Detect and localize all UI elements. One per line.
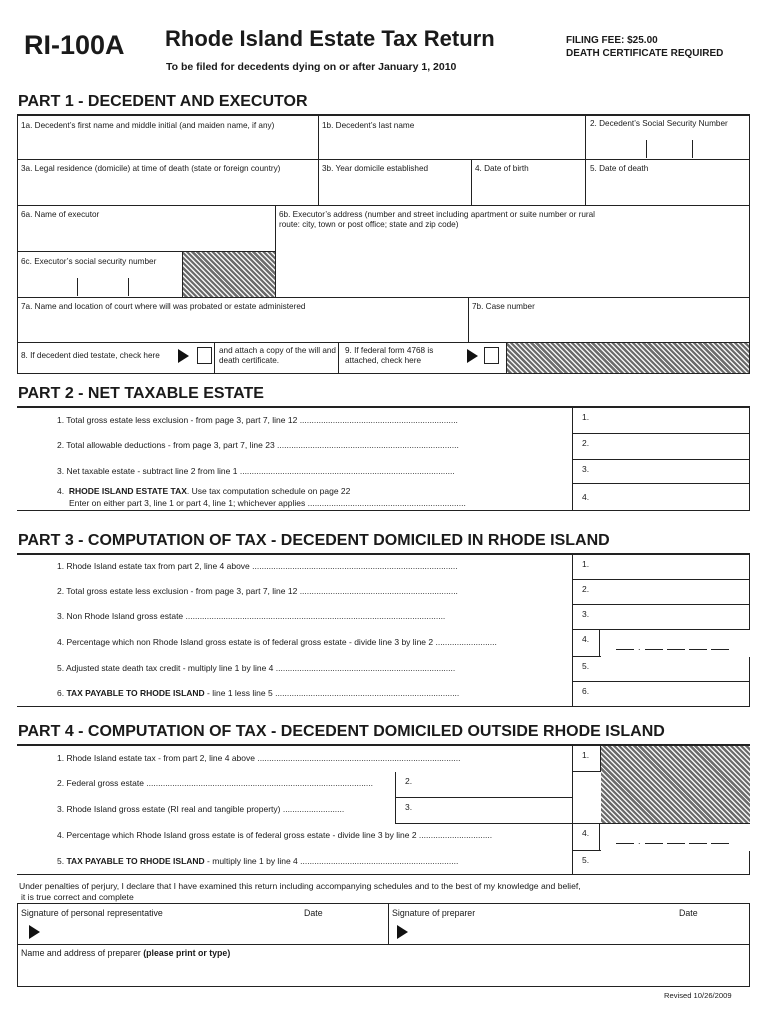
part4-line2: 2. Federal gross estate ................................................................................................ <box>57 778 374 788</box>
form-4768-label: 9. If federal form 4768 is attached, check here <box>345 346 434 365</box>
part4-line1-num: 1. <box>572 746 601 771</box>
date-of-death-label: 5. Date of death <box>590 164 649 173</box>
digit-blank <box>645 640 663 650</box>
executor-address-label: 6b. Executor’s address (number and street including apartment or suite number or rural route: city, town or post office; state and zip code) <box>279 210 595 229</box>
digit-blank <box>667 834 685 844</box>
digit-blank <box>645 834 663 844</box>
part2-line2-num: 2. <box>572 434 750 459</box>
part2-line3-amount[interactable] <box>598 461 748 482</box>
part1-rule <box>17 114 750 116</box>
date-of-death-field[interactable] <box>586 176 748 204</box>
digit-blank <box>711 834 729 844</box>
preparer-name-address-label <box>21 948 230 958</box>
date-of-birth-label: 4. Date of birth <box>475 164 529 173</box>
form-id: RI-100A <box>24 30 125 60</box>
part2-line4-rest: . Use tax computation schedule on page 22 <box>186 486 351 496</box>
row-rule <box>17 159 750 160</box>
court-label: 7a. Name and location of court where will was probated or estate administered <box>21 302 306 311</box>
part3-line4: 4. Percentage which non Rhode Island gross estate is of federal gross estate - divide line 3 by line 2 .......................... <box>57 637 497 647</box>
part1-right-border <box>749 115 750 374</box>
testate-checkbox[interactable] <box>197 347 212 364</box>
part2-line4-prefix: 4. <box>57 486 65 496</box>
part2-line2: 2. Total allowable deductions - from page 3, part 7, line 23 ............................................................................. <box>57 440 459 450</box>
part2-line1-num: 1. <box>572 408 750 433</box>
year-domicile-label: 3b. Year domicile established <box>322 164 429 173</box>
arrow-right-icon <box>467 349 478 363</box>
part3-line1-num: 1. <box>572 555 750 579</box>
rep-signature-field[interactable] <box>45 920 385 942</box>
preparer-date-label: Date <box>679 908 698 918</box>
part4-line5-bold: TAX PAYABLE TO RHODE ISLAND <box>66 856 205 866</box>
part4-line1: 1. Rhode Island estate tax - from part 2, line 4 above ...................................................................................... <box>57 753 461 763</box>
preparer-signature-label: Signature of preparer <box>392 908 476 918</box>
part3-line4-num: 4. <box>572 630 600 656</box>
part1-title: PART 1 - DECEDENT AND EXECUTOR <box>18 93 308 110</box>
shaded-area <box>183 252 275 297</box>
digit-blank <box>616 640 634 650</box>
part4-line3-num: 3. <box>395 798 573 823</box>
part3-line2-num: 2. <box>572 580 750 604</box>
part4-title: PART 4 - COMPUTATION OF TAX - DECEDENT DOMICILED OUTSIDE RHODE ISLAND <box>18 723 665 740</box>
row-rule <box>17 706 750 707</box>
digit-blank <box>689 640 707 650</box>
decedent-last-name-field[interactable] <box>319 132 584 158</box>
part4-line5-rest: - multiply line 1 by line 4 ................................................................... <box>204 856 459 866</box>
arrow-right-icon <box>178 349 189 363</box>
part3-line5: 5. Adjusted state death tax credit - multiply line 1 by line 4 ............................................................................ <box>57 663 456 673</box>
arrow-right-icon <box>397 925 408 939</box>
part4-line5 <box>57 856 570 866</box>
decedent-ssn-label: 2. Decedent’s Social Security Number <box>590 119 728 128</box>
part2-line4 <box>57 486 570 496</box>
ssn-separator <box>646 140 647 158</box>
attach-will-label: and attach a copy of the will and death certificate. <box>219 346 336 365</box>
part3-line6-rest: - line 1 less line 5 .............................................................................. <box>204 688 460 698</box>
part3-line6-num: 6. <box>572 682 750 706</box>
ssn-separator <box>128 278 129 296</box>
part4-line2-num: 2. <box>395 772 573 797</box>
preparer-name-address-prefix: Name and address of preparer <box>21 948 144 958</box>
ssn-separator <box>692 140 693 158</box>
rep-signature-label: Signature of personal representative <box>21 908 163 918</box>
executor-ssn-field[interactable] <box>18 270 182 296</box>
shaded-area <box>601 746 750 823</box>
part2-line4-amount[interactable] <box>598 485 748 509</box>
filing-fee: FILING FEE: $25.00 <box>566 35 658 46</box>
part3-percentage-field[interactable] <box>616 640 733 652</box>
part3-line6-amount[interactable] <box>598 683 748 705</box>
executor-name-label: 6a. Name of executor <box>21 210 100 219</box>
perjury-declaration-cont: it is true correct and complete <box>21 892 134 902</box>
part4-line5-prefix: 5. <box>57 856 67 866</box>
date-of-birth-field[interactable] <box>472 176 584 204</box>
part4-line4: 4. Percentage which Rhode Island gross estate is of federal gross estate - divide line 3 by line 2 ............................... <box>57 830 493 840</box>
part3-line6-bold: TAX PAYABLE TO RHODE ISLAND <box>66 688 205 698</box>
perjury-declaration: Under penalties of perjury, I declare that I have examined this return including accompanying schedules and to the best of my knowledge and belief, <box>19 881 581 891</box>
legal-residence-label: 3a. Legal residence (domicile) at time of death (state or foreign country) <box>21 164 281 173</box>
part4-line4-num: 4. <box>572 824 600 850</box>
case-number-label: 7b. Case number <box>472 302 535 311</box>
row-rule <box>17 510 750 511</box>
arrow-right-icon <box>29 925 40 939</box>
decedent-last-name-label: 1b. Decedent’s last name <box>322 121 415 130</box>
decedent-first-name-field[interactable] <box>18 132 317 158</box>
part3-line1-amount[interactable] <box>598 556 748 578</box>
part3-line1: 1. Rhode Island estate tax from part 2, line 4 above ....................................................................................... <box>57 561 458 571</box>
part4-line3-amount[interactable] <box>420 799 570 822</box>
part2-line2-amount[interactable] <box>598 435 748 458</box>
year-domicile-field[interactable] <box>319 176 470 204</box>
decedent-ssn-field[interactable] <box>586 132 748 158</box>
part2-line4-second: Enter on either part 3, line 1 or part 4, line 1; whichever applies ................................................................... <box>69 498 466 508</box>
digit-blank <box>616 834 634 844</box>
case-number-field[interactable] <box>469 314 748 341</box>
part4-line1-amount[interactable] <box>574 747 598 770</box>
part4-line3: 3. Rhode Island gross estate (RI real and tangible property) .......................... <box>57 804 345 814</box>
row-rule <box>572 771 601 772</box>
part3-title: PART 3 - COMPUTATION OF TAX - DECEDENT DOMICILED IN RHODE ISLAND <box>18 532 610 549</box>
form-subtitle: To be filed for decedents dying on or after January 1, 2010 <box>166 61 457 73</box>
testate-label: 8. If decedent died testate, check here <box>21 351 160 360</box>
divider <box>388 903 389 944</box>
legal-residence-field[interactable] <box>18 176 317 204</box>
part2-line1: 1. Total gross estate less exclusion - from page 3, part 7, line 12 ................................................................... <box>57 415 458 425</box>
part4-percentage-field[interactable] <box>616 834 733 846</box>
death-certificate-note: DEATH CERTIFICATE REQUIRED <box>566 48 724 59</box>
part3-line2-amount[interactable] <box>598 581 748 603</box>
part3-line5-num: 5. <box>572 657 750 681</box>
form-4768-checkbox[interactable] <box>484 347 499 364</box>
rep-date-label: Date <box>304 908 323 918</box>
decedent-first-name-label: 1a. Decedent’s first name and middle initial (and maiden name, if any) <box>21 121 275 130</box>
digit-blank <box>667 640 685 650</box>
part4-line5-num: 5. <box>572 851 750 874</box>
row-rule <box>17 874 750 875</box>
part3-line2: 2. Total gross estate less exclusion - from page 3, part 7, line 12 ................................................................... <box>57 586 458 596</box>
court-field[interactable] <box>18 314 467 341</box>
row-rule <box>17 205 750 206</box>
part2-title: PART 2 - NET TAXABLE ESTATE <box>18 385 264 402</box>
executor-name-field[interactable] <box>18 222 274 250</box>
part4-line5-amount[interactable] <box>598 852 748 873</box>
part2-line4-bold: RHODE ISLAND ESTATE TAX <box>68 486 187 496</box>
preparer-name-address-bold: (please print or type) <box>143 948 231 958</box>
ssn-separator <box>77 278 78 296</box>
part3-line3-amount[interactable] <box>598 606 748 628</box>
preparer-name-address-field[interactable] <box>19 960 748 985</box>
preparer-signature-field[interactable] <box>413 920 747 942</box>
part4-line2-amount[interactable] <box>420 773 570 796</box>
part3-line3-num: 3. <box>572 605 750 629</box>
divider <box>182 252 183 297</box>
digit-blank <box>689 834 707 844</box>
decimal-point: . <box>638 642 641 652</box>
divider <box>214 342 215 374</box>
row-rule <box>17 297 750 298</box>
revision-date: Revised 10/26/2009 <box>664 991 732 1000</box>
part3-line3: 3. Non Rhode Island gross estate .............................................................................................................. <box>57 611 446 621</box>
digit-blank <box>711 640 729 650</box>
part2-line1-amount[interactable] <box>598 409 748 432</box>
executor-ssn-label: 6c. Executor’s social security number <box>21 257 157 266</box>
part2-line4-num: 4. <box>572 484 750 510</box>
form-title: Rhode Island Estate Tax Return <box>165 26 495 51</box>
divider <box>506 342 507 374</box>
part3-line6 <box>57 688 570 698</box>
part2-line3: 3. Net taxable estate - subtract line 2 from line 1 ........................................................................................... <box>57 466 455 476</box>
decimal-point: . <box>638 836 641 846</box>
part3-line5-amount[interactable] <box>598 658 748 680</box>
part2-line3-num: 3. <box>572 460 750 483</box>
shaded-area <box>507 343 749 373</box>
part3-line6-prefix: 6. <box>57 688 67 698</box>
executor-address-field[interactable] <box>276 232 748 296</box>
row-rule <box>17 944 750 945</box>
divider <box>338 342 339 374</box>
row-rule <box>17 373 750 374</box>
